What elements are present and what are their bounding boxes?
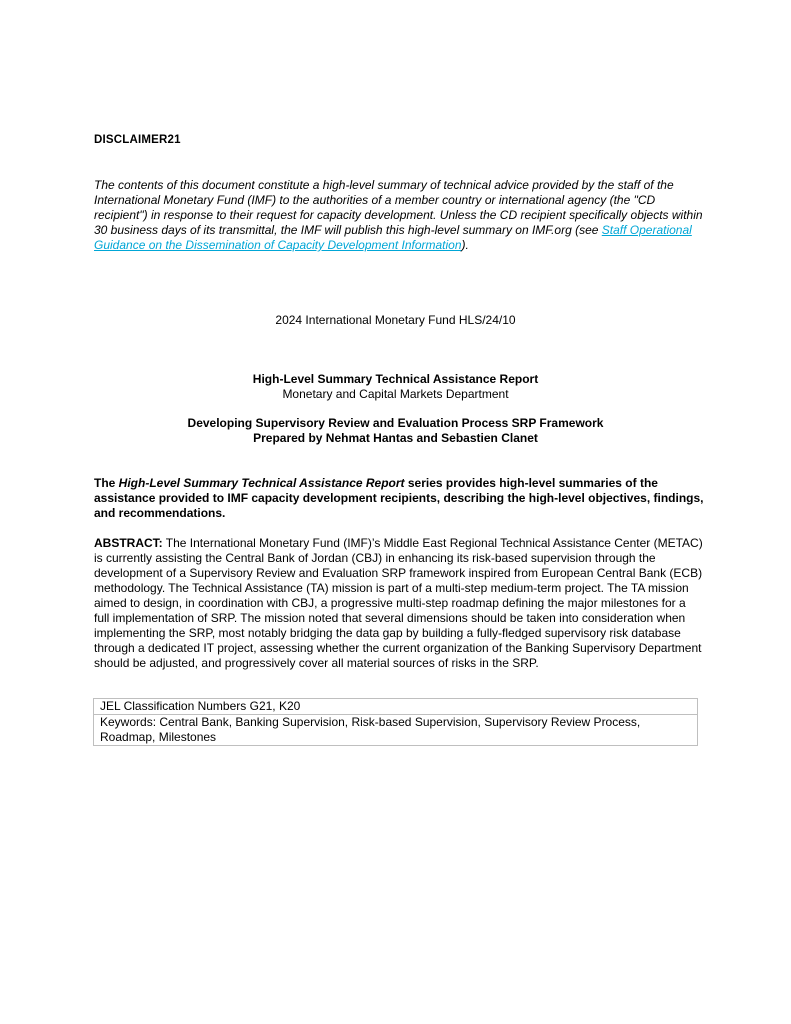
intro-series-name: High-Level Summary Technical Assistance Report [118, 476, 405, 490]
keywords-row: Keywords: Central Bank, Banking Supervision, Risk-based Supervision, Supervisory Review Process, Roadmap, Milestones [94, 714, 697, 745]
department-name: Monetary and Capital Markets Department [282, 387, 509, 401]
dissemination-guidance-link[interactable]: Staff Operational Guidance on the Dissemination of Capacity Development Information [94, 223, 692, 252]
abstract-text: The International Monetary Fund (IMF)’s Middle East Regional Technical Assistance Center (METAC) is currently assisting the Central Bank of Jordan (CBJ) in enhancing its risk-based supervision through the development of a Supervisory Review and Evaluation SRP framework inspired from European Central Bank (ECB) methodology. The Technical Assistance (TA) mission is part of a multi-step medium-term project. The TA mission aimed to design, in coordination with CBJ, a progressive multi-step roadmap defining the major milestones for a full implementation of SRP. The mission noted that several dimensions should be taken into consideration when implementing the SRP, most notably bridging the data gap by building a fully-fledged supervisory risk database through a dedicated IT project, assessing whether the current organization of the Banking Supervisory Department should be adjusted, and progressively cover all material sources of risks in the SRP. [94, 536, 703, 670]
jel-classification-row: JEL Classification Numbers G21, K20 [100, 699, 301, 713]
disclaimer-text-after-link: ). [461, 238, 469, 252]
title-spacer [0, 402, 791, 416]
disclaimer-heading: DISCLAIMER21 [94, 134, 181, 146]
abstract-label: ABSTRACT: [94, 536, 163, 550]
report-title: Developing Supervisory Review and Evaluation Process SRP Framework [187, 416, 604, 430]
classification-table [93, 698, 698, 746]
disclaimer-text [94, 178, 704, 253]
series-intro-paragraph [94, 476, 704, 521]
intro-suffix: series provides high-level summaries of the assistance provided to IMF capacity development recipients, describing the high-level objectives, findings, and recommendations. [94, 476, 704, 520]
title-block [0, 372, 791, 446]
copyright-line: 2024 International Monetary Fund HLS/24/10 [275, 313, 516, 327]
disclaimer-text-before-link: The contents of this document constitute a high-level summary of technical advice provided by the staff of the International Monetary Fund (IMF) to the authorities of a member country or international agency (the "CD recipient") in response to their request for capacity development. Unless the CD recipient specifically objects within 30 business days of its transmittal, the IMF will publish this high-level summary on IMF.org (see [94, 178, 703, 237]
authors-line: Prepared by Nehmat Hantas and Sebastien Clanet [253, 431, 538, 445]
series-title: High-Level Summary Technical Assistance Report [252, 372, 539, 386]
intro-prefix: The [94, 476, 119, 490]
abstract-paragraph [94, 536, 704, 671]
